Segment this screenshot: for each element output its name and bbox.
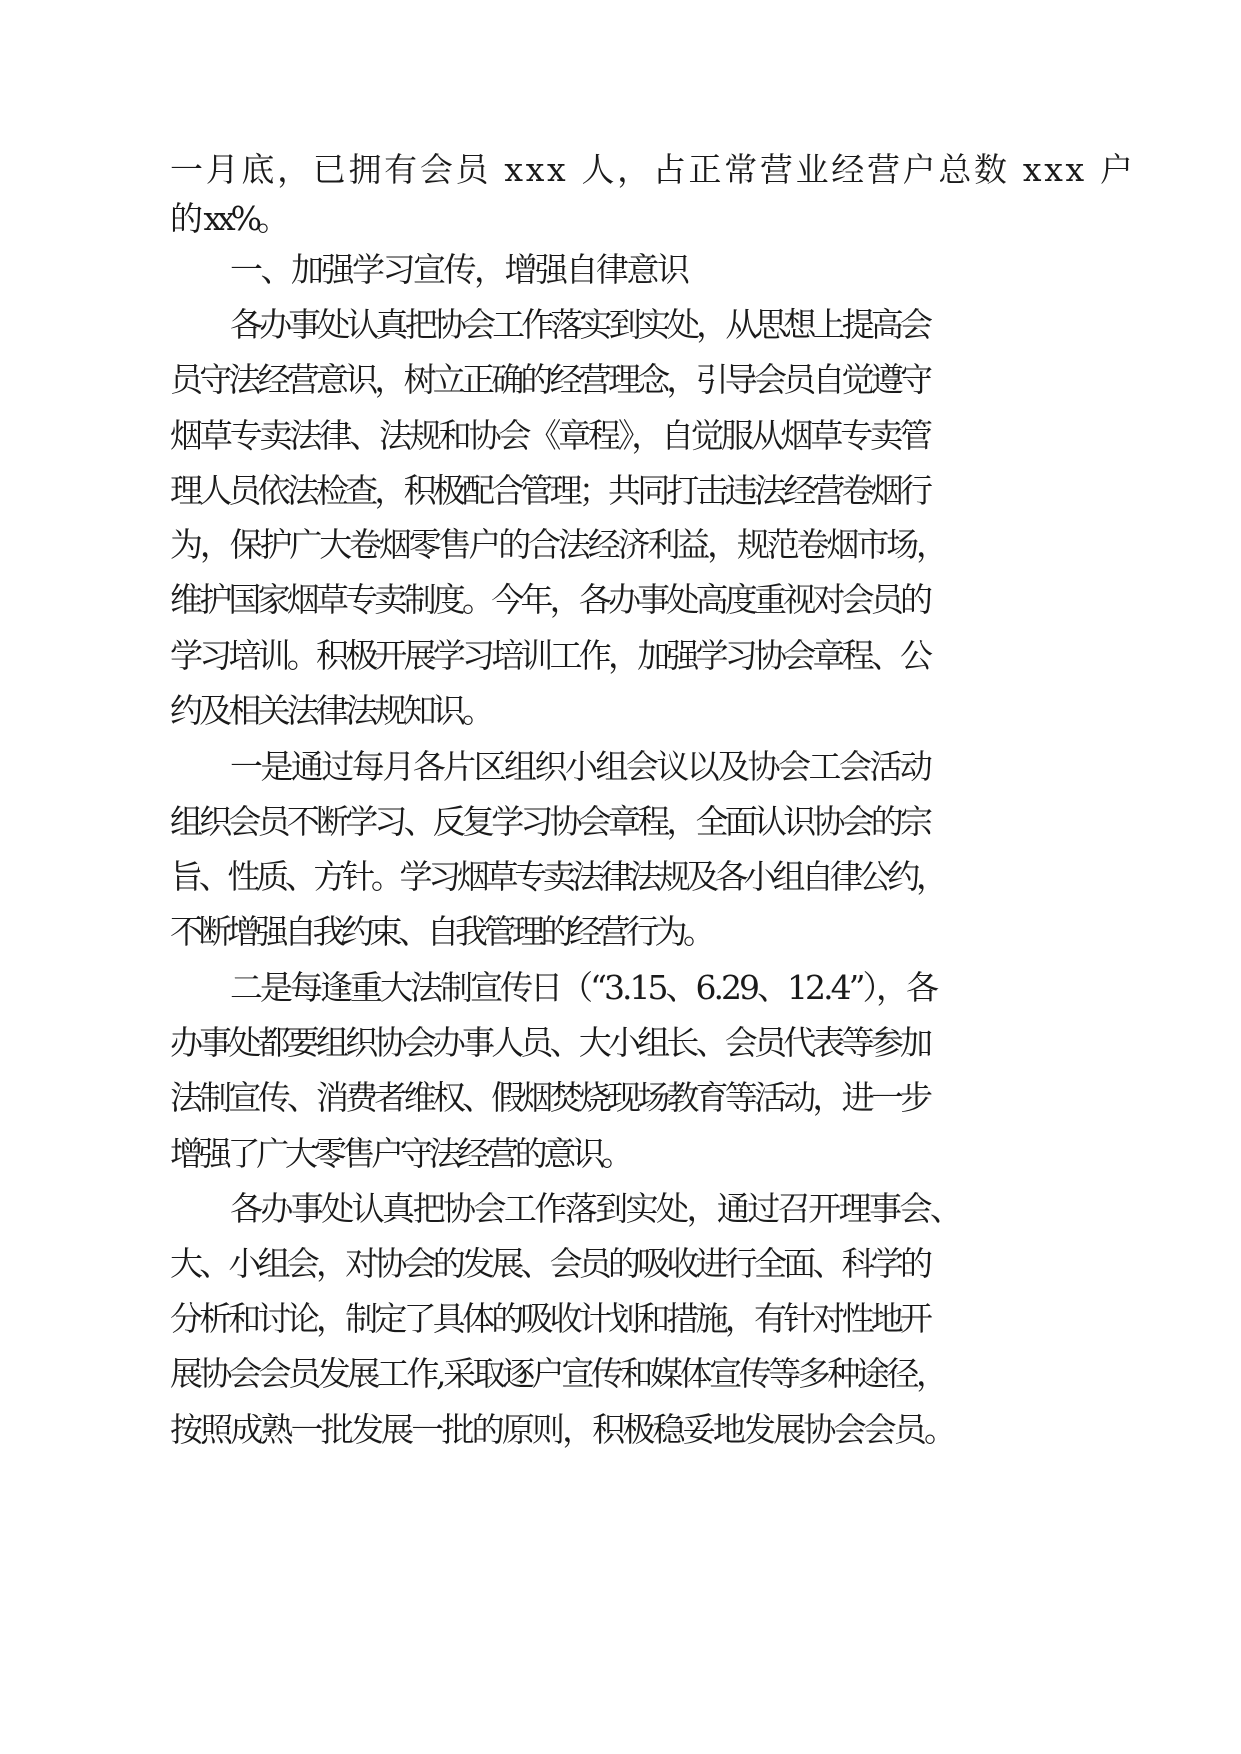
text-line: 各办事处认真把协会工作落实到实处，从思想上提高会 xyxy=(230,305,930,344)
text-line: 办事处都要组织协会办事人员、大小组长、会员代表等参加 xyxy=(170,1023,930,1062)
text-line: 组织会员不断学习、反复学习协会章程，全面认识协会的宗 xyxy=(170,802,930,841)
text-line: 分析和讨论，制定了具体的吸收计划和措施，有针对性地开 xyxy=(170,1299,930,1338)
text-line: 的 xx%。 xyxy=(170,199,285,238)
text-line: 按照成熟一批发展一批的原则，积极稳妥地发展协会会员。 xyxy=(170,1410,955,1449)
text-line: 一是通过每月各片区组织小组会议以及协会工会活动 xyxy=(230,747,931,786)
text-line: 二是每逢重大法制宣传日（“3.15、6.29、12.4”），各 xyxy=(230,968,936,1007)
text-line: 大、小组会，对协会的发展、会员的吸收进行全面、科学的 xyxy=(170,1244,930,1283)
text-line: 烟草专卖法律、法规和协会《章程》，自觉服从烟草专卖管 xyxy=(170,416,930,455)
text-line: 理人员依法检查，积极配合管理；共同打击违法经营卷烟行 xyxy=(170,471,930,510)
text-line: 一月底，已拥有会员 xxx 人，占正常营业经营户总数 xxx 户 xyxy=(170,150,1136,189)
text-line: 维护国家烟草专卖制度。今年，各办事处高度重视对会员的 xyxy=(170,580,930,619)
text-line: 增强了广大零售户守法经营的意识。 xyxy=(170,1134,630,1173)
text-line: 约及相关法律法规知识。 xyxy=(170,691,492,730)
text-line: 学习培训。积极开展学习培训工作，加强学习协会章程、公 xyxy=(170,636,930,675)
text-line: 为，保护广大卷烟零售户的合法经济利益，规范卷烟市场， xyxy=(170,525,946,564)
text-line: 各办事处认真把协会工作落到实处，通过召开理事会、 xyxy=(230,1189,961,1228)
text-line: 法制宣传、消费者维权、假烟焚烧现场教育等活动，进一步 xyxy=(170,1078,930,1117)
text-line: 展协会会员发展工作,采取逐户宣传和媒体宣传等多种途径， xyxy=(170,1354,946,1393)
text-line: 员守法经营意识，树立正确的经营理念，引导会员自觉遵守 xyxy=(170,360,930,399)
text-line: 一、加强学习宣传，增强自律意识 xyxy=(230,250,688,289)
text-line: 旨、性质、方针。学习烟草专卖法律法规及各小组自律公约， xyxy=(170,857,945,896)
text-line: 不断增强自我约束、自我管理的经营行为。 xyxy=(170,912,712,951)
